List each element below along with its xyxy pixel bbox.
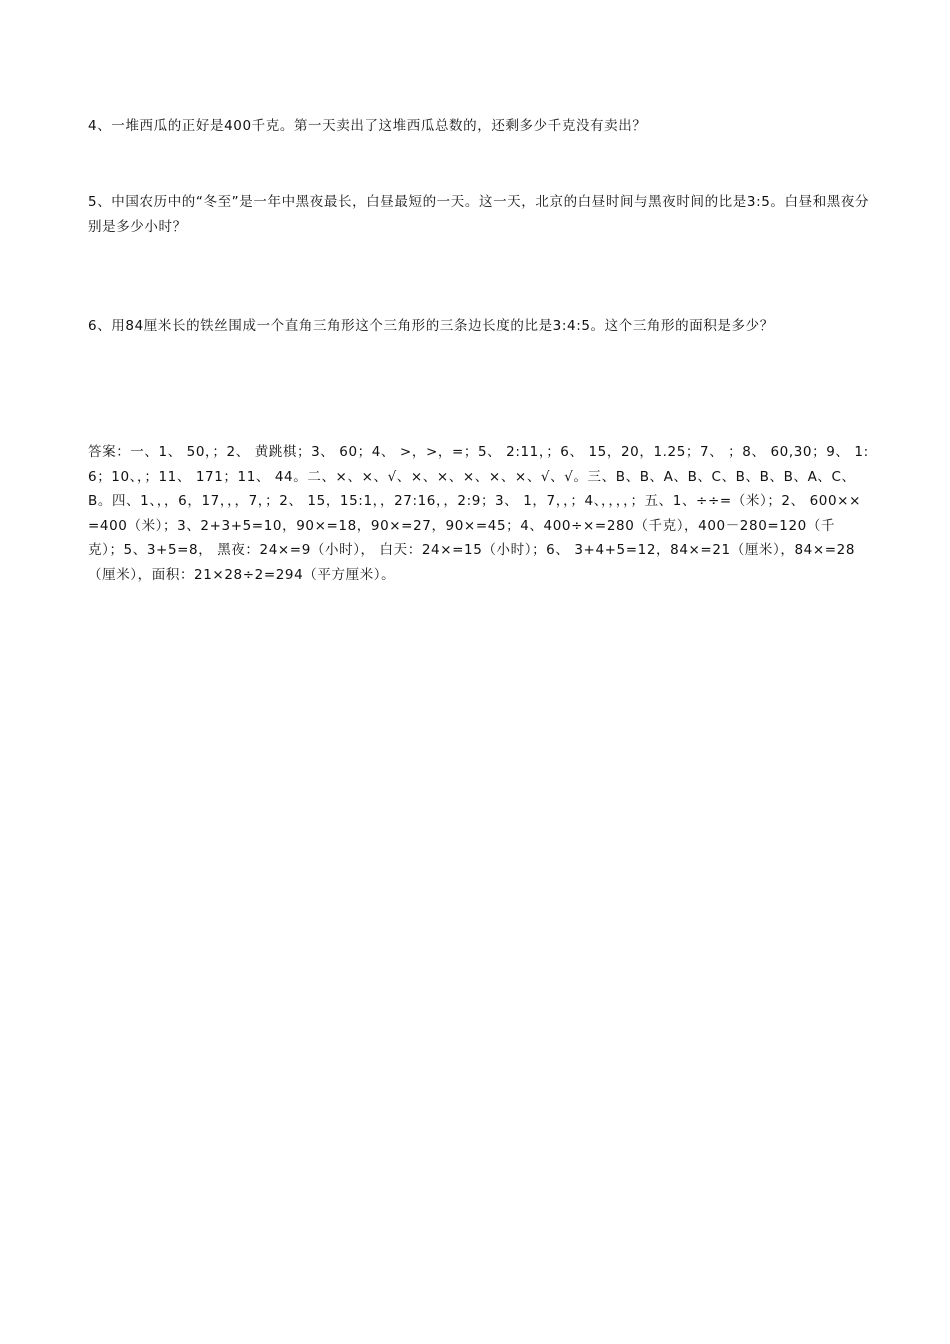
answer-key: 答案：一、1、 50，；2、 黄跳棋；3、 60；4、 >，>，=；5、 2:11，；6、 15，20，1.25；7、 ；8、 60,30；9、 1:6；10、，；11、 171；11、 44。二、×、×、√、×、×、×、×、×、√、√。三、B、B、A、B、C、B、B、B、A、C、B。四、1、，，6，17，，，7，；2、 15，15:1，，27:16，，2:9；3、 1，7，，；4、，，，，；五、1、÷÷=（米）；2、 600××=400（米）；3、2+3+5=10，90×=18，90×=27，90×=45；4、400÷×=280（千克），400－280=120（千克）；5、3+5=8， 黑夜：24×=9（小时）， 白天：24×=15（小时）；6、 3+4+5=12，84×=21（厘米），84×=28（厘米），面积：21×28÷2=294（平方厘米）。: [88, 444, 869, 583]
question-6: 6、用84厘米长的铁丝围成一个直角三角形这个三角形的三条边长度的比是3:4:5。这个三角形的面积是多少？: [88, 318, 774, 334]
question-5: 5、中国农历中的“冬至”是一年中黑夜最长，白昼最短的一天。这一天，北京的白昼时间与黑夜时间的比是3:5。白昼和黑夜分别是多少小时？: [88, 194, 870, 235]
question-4: 4、一堆西瓜的正好是400千克。第一天卖出了这堆西瓜总数的，还剩多少千克没有卖出？: [88, 118, 647, 134]
